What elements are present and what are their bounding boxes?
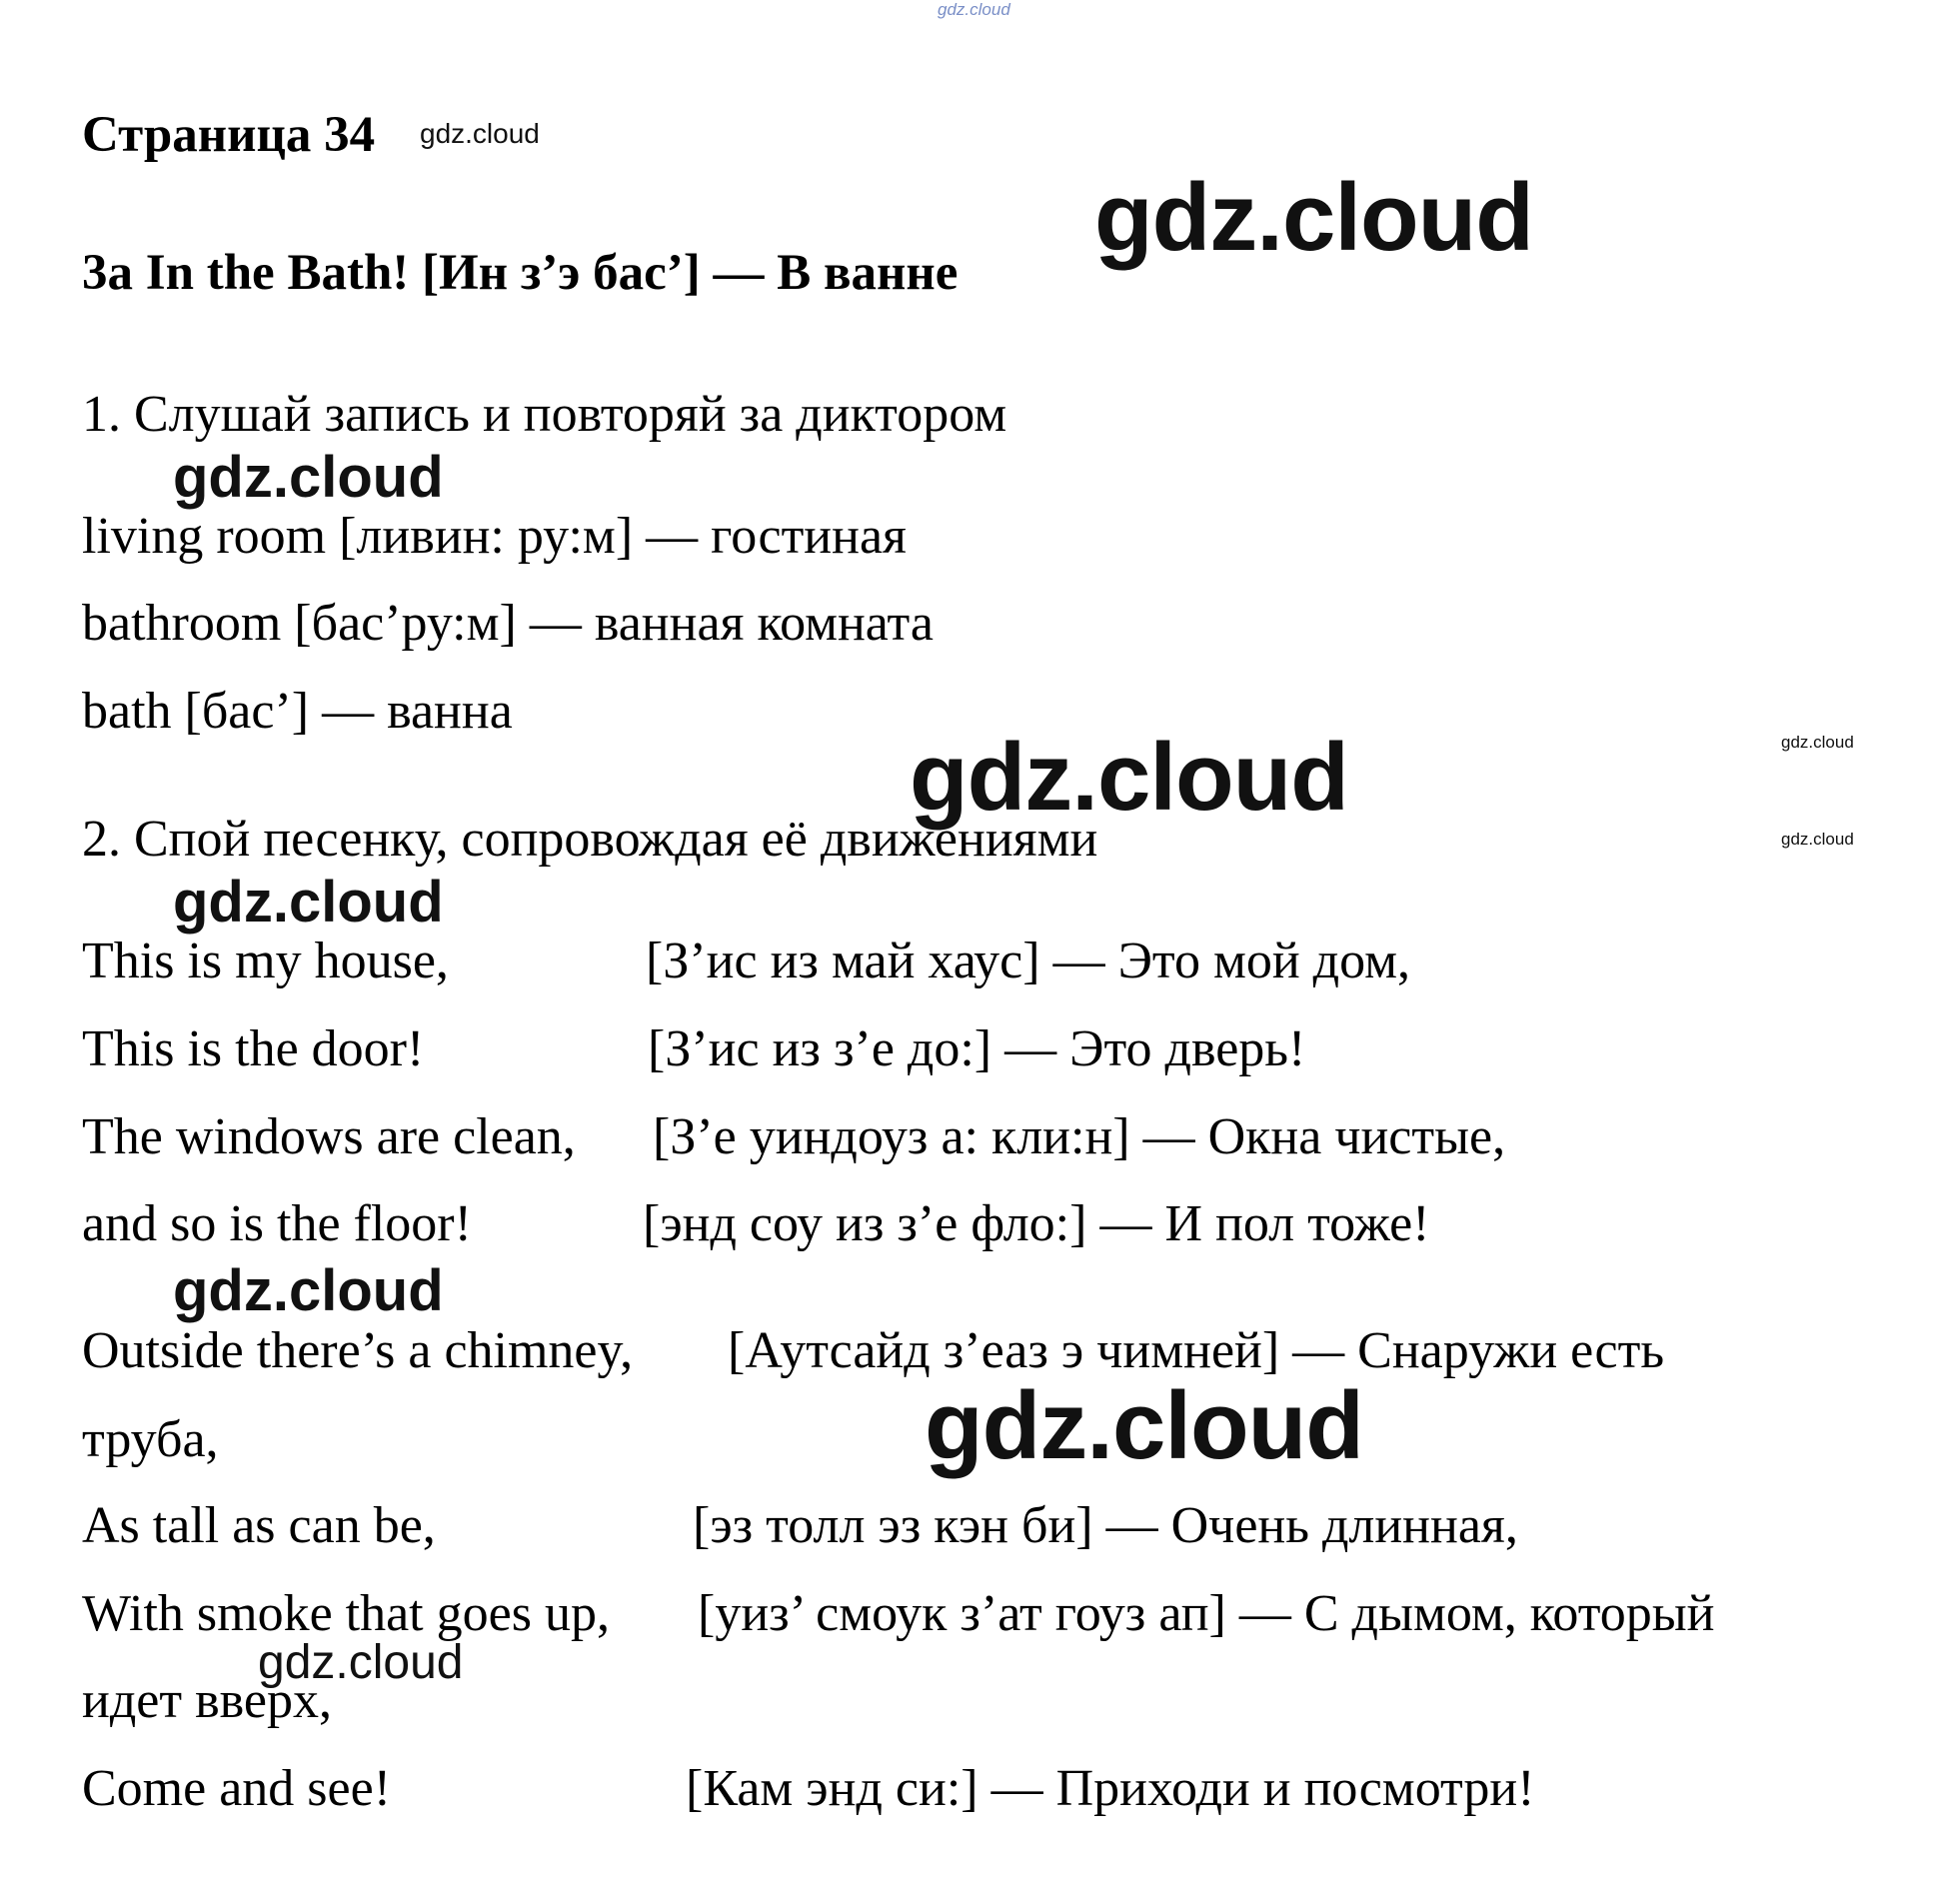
watermark-mid: gdz.cloud [173,445,444,510]
page-title: Страница 34 [82,107,376,163]
song-line-cont: труба, [82,1411,219,1468]
watermark-mid: gdz.cloud [173,870,444,935]
vocab-line: living room [ливин: ру:м] — гостиная [82,508,907,565]
task2-heading: 2. Спой песенку, сопровождая её движениями [82,811,1098,868]
watermark-large: gdz.cloud [910,724,1348,831]
watermark-large: gdz.cloud [925,1372,1363,1479]
song-line-tr: [энд соу из з’е фло:] — И пол тоже! [643,1195,1430,1252]
task1-heading: 1. Слушай запись и повторяй за диктором [82,386,1007,443]
song-line-tr: [эз толл эз кэн би] — Очень длинная, [693,1497,1518,1554]
song-line-en: and so is the floor! [82,1195,472,1252]
song-line-tr: [З’е уиндоуз а: кли:н] — Окна чистые, [653,1108,1506,1165]
song-line-en: Outside there’s a chimney, [82,1322,634,1379]
watermark-mid: gdz.cloud [173,1258,444,1323]
song-line-en: This is the door! [82,1020,425,1077]
watermark-small: gdz.cloud [258,1636,464,1689]
song-line-en: This is my house, [82,933,449,989]
song-line-tr: [уиз’ смоук з’ат гоуз ап] — С дымом, который [698,1585,1715,1642]
song-line-tr: [З’ис из з’е до:] — Это дверь! [648,1020,1306,1077]
section-title: 3a In the Bath! [Ин з’э бас’] — В ванне [82,245,959,301]
song-line-tr: [З’ис из май хаус] — Это мой дом, [646,933,1411,989]
song-line-en: Come and see! [82,1760,392,1817]
vocab-line: bath [бас’] — ванна [82,683,513,740]
song-line-tr: [Аутсайд з’еаз э чимней] — Снаружи есть [728,1322,1665,1379]
song-line-en: As tall as can be, [82,1497,436,1554]
watermark-tiny: gdz.cloud [1781,733,1854,752]
song-line-en: With smoke that goes up, [82,1585,610,1642]
vocab-line: bathroom [бас’ру:м] — ванная комната [82,595,934,652]
watermark-top: gdz.cloud [938,0,1010,19]
song-line-cont: идет вверх, [82,1672,332,1729]
watermark-large: gdz.cloud [1094,164,1533,271]
song-line-en: The windows are clean, [82,1108,576,1165]
song-line-tr: [Кам энд си:] — Приходи и посмотри! [686,1760,1535,1817]
watermark-tiny: gdz.cloud [1781,830,1854,849]
watermark-title: gdz.cloud [420,118,540,149]
